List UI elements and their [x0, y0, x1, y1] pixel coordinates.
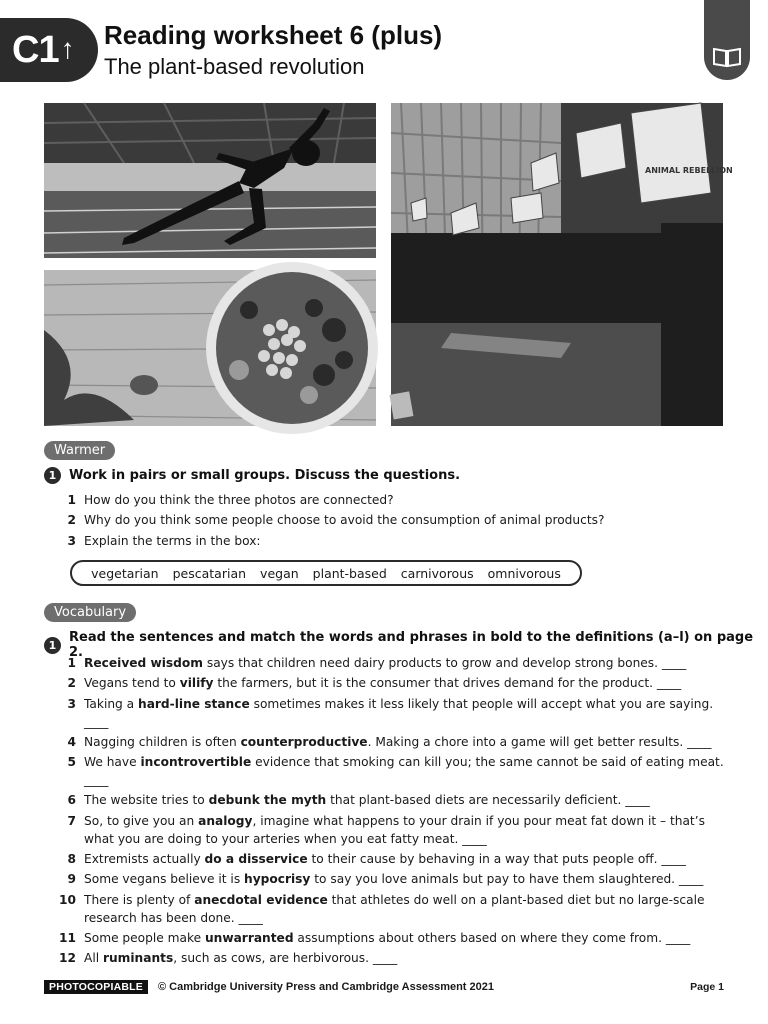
list-item	[56, 929, 726, 947]
page-title: Reading worksheet 6 (plus)	[104, 20, 443, 50]
warmer-instruction: Work in pairs or small groups. Discuss the questions.	[69, 468, 461, 483]
sentence-fragment: , such as cows, are herbivorous. ____	[173, 951, 398, 966]
sentence-fragment: Taking a	[84, 696, 139, 711]
sprinter-photo	[44, 103, 376, 258]
sentence-fragment: All	[84, 951, 103, 966]
list-item	[56, 891, 726, 927]
sentence-fragment: We have	[84, 755, 141, 770]
word-box-term: vegetarian	[91, 565, 159, 581]
copyright-text: © Cambridge University Press and Cambridge Assessment 2021	[158, 981, 494, 993]
item-number: 5	[67, 755, 76, 770]
flag-text-1: ANIMAL REBELLION	[645, 166, 733, 175]
item-number: 10	[59, 892, 76, 907]
word-box	[70, 560, 582, 586]
photocopiable-label: PHOTOCOPIABLE	[44, 980, 148, 994]
arrow-up-icon: ↑	[60, 33, 75, 64]
sentence-fragment: Some people make	[84, 930, 205, 945]
item-text	[84, 674, 726, 692]
sentence-fragment: the farmers, but it is the consumer that drives demand for the product. ____	[213, 676, 682, 691]
vocabulary-label: Vocabulary	[44, 603, 136, 622]
vocab-term: do a disservice	[204, 852, 308, 867]
vocab-term: vilify	[179, 676, 214, 691]
sentence-fragment: evidence that smoking can kill you; the same cannot be said of eating meat. ____	[84, 755, 724, 788]
task-number-badge: 1	[44, 467, 61, 484]
sentence-fragment: . Making a chore into a game will get better results. ____	[367, 734, 712, 749]
vocabulary-items	[56, 654, 726, 970]
warmer-questions	[56, 491, 726, 552]
item-number: 3	[67, 696, 76, 711]
item-text	[84, 850, 726, 868]
word-box-term: pescatarian	[172, 565, 247, 581]
item-number: 11	[59, 930, 76, 945]
sentence-fragment: , imagine what happens to your drain if you pour meat fat down it – that’s what you are doing to your arteries when you eat fatty meat. ____	[84, 813, 705, 846]
sentence-fragment: that plant-based diets are necessarily deficient. ____	[326, 793, 650, 808]
item-number: 1	[67, 656, 76, 670]
book-tab	[704, 0, 750, 80]
list-item	[56, 812, 726, 848]
item-number: 7	[67, 813, 76, 828]
word-box-term: carnivorous	[400, 565, 474, 581]
sentence-fragment: that athletes do well on a plant-based diet but no large-scale research has been done. ____	[84, 892, 705, 925]
sentence-fragment: sometimes makes it less likely that people will accept what you are saying. ____	[84, 696, 714, 729]
vocab-term: unwarranted	[204, 930, 294, 945]
item-text	[84, 929, 726, 947]
vocab-term: counterproductive	[240, 734, 368, 749]
food-bowl-photo	[44, 270, 376, 426]
item-text	[84, 891, 726, 927]
vocab-term: incontrovertible	[140, 755, 252, 770]
sentence-fragment: Nagging children is often	[84, 734, 241, 749]
list-item	[56, 753, 726, 789]
item-text	[84, 695, 726, 731]
list-item	[56, 674, 726, 692]
item-text	[84, 870, 726, 888]
vocab-term: debunk the myth	[208, 793, 327, 808]
protest-photo	[391, 103, 733, 426]
word-box-term: vegan	[260, 565, 299, 581]
sentence-fragment: Extremists actually	[84, 852, 205, 867]
sentence-fragment: Vegans tend to	[84, 676, 180, 691]
list-item	[56, 850, 726, 868]
page-subtitle: The plant-based revolution	[104, 54, 365, 79]
item-text	[84, 654, 726, 672]
item-text	[84, 791, 726, 809]
sentence-fragment: to their cause by behaving in a way that puts people off. ____	[307, 852, 686, 867]
word-box-term: omnivorous	[487, 565, 561, 581]
footer	[44, 979, 724, 995]
sentence-fragment: to say you love animals but pay to have them slaughtered. ____	[310, 872, 704, 887]
word-box-term: plant-based	[312, 565, 387, 581]
item-text	[84, 812, 726, 848]
item-number: 4	[67, 734, 76, 749]
item-number: 2	[67, 676, 76, 691]
list-item: 3 Explain the terms in the box:	[67, 533, 261, 548]
vocab-term: analogy	[198, 813, 253, 828]
vocab-term: anecdotal evidence	[194, 892, 328, 907]
item-number: 9	[67, 872, 76, 887]
sentence-fragment: There is plenty of	[84, 892, 195, 907]
item-number: 6	[67, 793, 76, 808]
list-item: 2 Why do you think some people choose to avoid the consumption of animal products?	[67, 513, 605, 528]
item-text	[84, 949, 726, 967]
vocab-term: hard-line stance	[138, 696, 250, 711]
task-number-badge: 1	[44, 637, 61, 654]
list-item	[56, 870, 726, 888]
vocab-term: Received wisdom	[84, 656, 203, 670]
list-item	[56, 791, 726, 809]
list-item	[56, 949, 726, 967]
list-item	[56, 695, 726, 731]
vocabulary-instruction: Read the sentences and match the words and phrases in bold to the definitions (a–l) on page 2.	[69, 630, 754, 660]
item-text	[84, 733, 726, 751]
item-number: 12	[59, 951, 76, 966]
vocab-term: ruminants	[102, 951, 174, 966]
warmer-task	[44, 467, 460, 484]
level-badge	[0, 18, 98, 82]
sentence-fragment: The website tries to	[84, 793, 209, 808]
level-label: C1	[12, 28, 59, 71]
book-icon	[712, 46, 742, 68]
warmer-label: Warmer	[44, 441, 115, 460]
list-item	[56, 733, 726, 751]
sentence-fragment: says that children need dairy products to grow and develop strong bones. ____	[202, 656, 687, 670]
page-number: Page 1	[690, 981, 724, 993]
sentence-fragment: assumptions about others based on where they come from. ____	[293, 930, 691, 945]
item-text	[84, 753, 726, 789]
list-item	[56, 654, 726, 672]
sentence-fragment: Some vegans believe it is	[84, 872, 245, 887]
list-item: 1 How do you think the three photos are connected?	[67, 493, 394, 507]
vocab-term: hypocrisy	[244, 872, 311, 887]
item-number: 8	[67, 852, 76, 867]
sentence-fragment: So, to give you an	[84, 813, 199, 828]
